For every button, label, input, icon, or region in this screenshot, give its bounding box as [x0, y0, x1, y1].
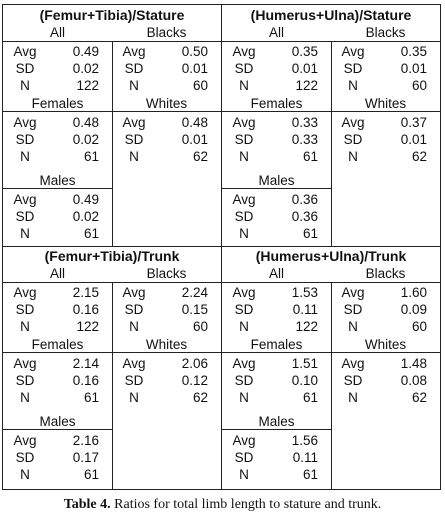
stat-label: N	[20, 78, 30, 93]
stat-value: 60	[192, 78, 208, 93]
stat-value: 0.01	[181, 132, 208, 147]
stat-label: Avg	[341, 285, 365, 300]
stat-row-avg	[3, 114, 115, 131]
stat-row-sd	[112, 60, 224, 77]
stat-label: SD	[15, 373, 35, 388]
stat-row-n	[3, 389, 115, 406]
stat-label: SD	[124, 61, 144, 76]
stat-label: N	[239, 390, 249, 405]
stat-value: 122	[76, 319, 99, 334]
stat-label: Avg	[341, 44, 365, 59]
stat-row-sd	[222, 372, 334, 389]
group-label: Whites	[364, 96, 407, 111]
stat-value: 61	[302, 226, 318, 241]
ratio-table	[2, 4, 441, 490]
stat-label: SD	[124, 302, 144, 317]
stat-block	[331, 114, 443, 165]
stat-row-n	[222, 225, 334, 242]
stat-row-n	[222, 318, 334, 335]
stat-value: 2.15	[72, 285, 99, 300]
stat-value: 0.01	[181, 61, 208, 76]
stat-label: N	[129, 390, 139, 405]
stat-label: SD	[343, 373, 363, 388]
stat-row-sd	[3, 372, 115, 389]
stat-block	[112, 284, 224, 335]
stat-label: Avg	[13, 44, 37, 59]
stat-row-avg	[331, 43, 443, 60]
stat-label: SD	[234, 209, 254, 224]
group-label: All	[268, 25, 284, 40]
panel-title: (Humerus+Ulna)/Stature	[250, 7, 412, 23]
stat-row-sd	[112, 301, 224, 318]
stat-value: 61	[302, 149, 318, 164]
stat-label: N	[348, 390, 358, 405]
stat-value: 2.06	[181, 356, 208, 371]
stat-row-n	[222, 77, 334, 94]
stat-label: Avg	[232, 115, 256, 130]
stat-row-sd	[3, 131, 115, 148]
stat-row-sd	[3, 208, 115, 225]
stat-block	[331, 43, 443, 94]
stat-label: N	[239, 78, 249, 93]
stat-label: Avg	[13, 433, 37, 448]
stat-value: 122	[76, 78, 99, 93]
stat-label: SD	[15, 450, 35, 465]
stat-row-sd	[222, 60, 334, 77]
stat-label: Avg	[122, 356, 146, 371]
group-label: Males	[258, 173, 295, 188]
stat-row-sd	[3, 449, 115, 466]
stat-value: 60	[192, 319, 208, 334]
stat-block	[3, 43, 115, 94]
group-label: All	[49, 266, 65, 281]
group-label: All	[49, 25, 65, 40]
stat-row-avg	[222, 432, 334, 449]
stat-row-avg	[3, 43, 115, 60]
stat-label: Avg	[13, 285, 37, 300]
group-label: Whites	[364, 337, 407, 352]
stat-value: 0.02	[72, 209, 99, 224]
stat-row-sd	[331, 372, 443, 389]
stat-label: Avg	[13, 356, 37, 371]
group-label: Males	[39, 173, 76, 188]
stat-row-avg	[3, 432, 115, 449]
stat-value: 0.17	[72, 450, 99, 465]
stat-value: 62	[192, 390, 208, 405]
stat-block	[112, 355, 224, 406]
group-label: Females	[31, 337, 84, 352]
group-label: Males	[39, 414, 76, 429]
stat-label: SD	[15, 209, 35, 224]
group-label: Females	[250, 337, 303, 352]
stat-label: Avg	[232, 433, 256, 448]
stat-label: N	[129, 78, 139, 93]
stat-label: Avg	[122, 44, 146, 59]
stat-value: 0.36	[291, 192, 318, 207]
stat-value: 122	[295, 319, 318, 334]
stat-row-n	[112, 148, 224, 165]
stat-row-n	[222, 466, 334, 483]
stat-block	[3, 355, 115, 406]
stat-row-avg	[112, 355, 224, 372]
stat-row-avg	[112, 114, 224, 131]
stat-value: 1.60	[400, 285, 427, 300]
stat-block	[222, 284, 334, 335]
stat-block	[222, 43, 334, 94]
stat-label: SD	[234, 450, 254, 465]
stat-label: SD	[15, 302, 35, 317]
stat-value: 0.48	[181, 115, 208, 130]
stat-value: 2.14	[72, 356, 99, 371]
stat-row-avg	[3, 191, 115, 208]
group-label: Blacks	[365, 25, 406, 40]
stat-row-avg	[222, 43, 334, 60]
stat-block	[222, 432, 334, 483]
stat-label: N	[239, 226, 249, 241]
group-label: Females	[250, 96, 303, 111]
stat-row-avg	[3, 355, 115, 372]
stat-value: 0.50	[181, 44, 208, 59]
stat-row-sd	[222, 449, 334, 466]
stat-label: N	[129, 149, 139, 164]
stat-label: N	[20, 390, 30, 405]
stat-value: 0.16	[72, 373, 99, 388]
stat-row-n	[222, 148, 334, 165]
group-label: Blacks	[365, 266, 406, 281]
stat-value: 0.12	[181, 373, 208, 388]
stat-value: 0.35	[291, 44, 318, 59]
stat-label: N	[348, 149, 358, 164]
stat-label: Avg	[122, 115, 146, 130]
row-divider	[222, 41, 440, 42]
stat-label: N	[348, 78, 358, 93]
stat-row-avg	[3, 284, 115, 301]
stat-block	[3, 284, 115, 335]
stat-label: Avg	[341, 356, 365, 371]
stat-label: SD	[124, 132, 144, 147]
stat-label: SD	[234, 302, 254, 317]
panel-title: (Femur+Tibia)/Trunk	[44, 248, 180, 264]
stat-row-avg	[222, 114, 334, 131]
stat-row-avg	[222, 355, 334, 372]
stat-label: N	[20, 319, 30, 334]
stat-label: SD	[234, 373, 254, 388]
stat-row-n	[3, 77, 115, 94]
stat-block	[3, 114, 115, 165]
stat-block	[331, 284, 443, 335]
stat-block	[112, 43, 224, 94]
stat-value: 61	[83, 467, 99, 482]
stat-value: 1.51	[291, 356, 318, 371]
stat-value: 2.24	[181, 285, 208, 300]
stat-row-sd	[222, 131, 334, 148]
stat-value: 0.33	[291, 115, 318, 130]
table-caption	[0, 496, 445, 514]
stat-row-sd	[112, 372, 224, 389]
panel-title: (Humerus+Ulna)/Trunk	[255, 248, 407, 264]
stat-label: SD	[15, 61, 35, 76]
stat-value: 0.35	[400, 44, 427, 59]
stat-value: 0.11	[292, 302, 318, 317]
stat-value: 0.11	[292, 450, 318, 465]
stat-value: 62	[411, 390, 427, 405]
stat-value: 0.36	[291, 209, 318, 224]
stat-label: SD	[15, 132, 35, 147]
stat-row-avg	[222, 191, 334, 208]
stat-row-n	[3, 466, 115, 483]
stat-label: SD	[124, 373, 144, 388]
stat-value: 1.48	[400, 356, 427, 371]
stat-row-sd	[331, 60, 443, 77]
stat-value: 0.01	[400, 132, 427, 147]
group-label: Blacks	[146, 266, 187, 281]
stat-row-avg	[331, 355, 443, 372]
stat-row-n	[3, 148, 115, 165]
stat-value: 61	[83, 226, 99, 241]
stat-label: Avg	[13, 192, 37, 207]
group-label: Whites	[145, 337, 188, 352]
stat-value: 61	[302, 467, 318, 482]
stat-row-n	[331, 148, 443, 165]
stat-value: 0.08	[400, 373, 427, 388]
group-label: All	[268, 266, 284, 281]
stat-value: 0.09	[400, 302, 427, 317]
stat-row-n	[112, 318, 224, 335]
stat-row-n	[222, 389, 334, 406]
stat-value: 60	[411, 78, 427, 93]
stat-label: Avg	[13, 115, 37, 130]
stat-value: 61	[302, 390, 318, 405]
stat-label: N	[20, 467, 30, 482]
stat-label: SD	[343, 132, 363, 147]
stat-row-avg	[112, 43, 224, 60]
stat-block	[222, 191, 334, 242]
row-divider	[3, 41, 221, 42]
stat-value: 0.10	[291, 373, 318, 388]
stat-value: 0.02	[72, 132, 99, 147]
stat-value: 60	[411, 319, 427, 334]
stat-row-n	[112, 389, 224, 406]
stat-row-sd	[3, 60, 115, 77]
stat-value: 0.01	[291, 61, 318, 76]
stat-value: 61	[83, 149, 99, 164]
group-label: Whites	[145, 96, 188, 111]
stat-value: 2.16	[72, 433, 99, 448]
caption-text: Ratios for total limb length to stature and trunk.	[110, 497, 382, 512]
stat-block	[222, 114, 334, 165]
group-label: Blacks	[146, 25, 187, 40]
stat-block	[3, 432, 115, 483]
stat-row-n	[112, 77, 224, 94]
stat-value: 0.15	[181, 302, 208, 317]
stat-value: 62	[411, 149, 427, 164]
stat-row-avg	[112, 284, 224, 301]
stat-row-n	[331, 77, 443, 94]
stat-row-avg	[222, 284, 334, 301]
stat-value: 0.48	[72, 115, 99, 130]
stat-block	[331, 355, 443, 406]
stat-label: N	[239, 149, 249, 164]
stat-label: N	[129, 319, 139, 334]
stat-row-sd	[222, 208, 334, 225]
stat-value: 0.37	[400, 115, 427, 130]
stat-value: 0.49	[72, 192, 99, 207]
group-label: Males	[258, 414, 295, 429]
stat-label: SD	[343, 61, 363, 76]
group-label: Females	[31, 96, 84, 111]
stat-block	[112, 114, 224, 165]
stat-row-avg	[331, 114, 443, 131]
stat-label: SD	[343, 302, 363, 317]
stat-value: 1.56	[291, 433, 318, 448]
stat-value: 0.01	[400, 61, 427, 76]
stat-value: 62	[192, 149, 208, 164]
stat-row-sd	[331, 131, 443, 148]
stat-label: N	[348, 319, 358, 334]
stat-label: N	[239, 467, 249, 482]
stat-label: N	[239, 319, 249, 334]
stat-row-sd	[222, 301, 334, 318]
stat-block	[3, 191, 115, 242]
stat-label: Avg	[122, 285, 146, 300]
stat-label: N	[20, 149, 30, 164]
stat-value: 122	[295, 78, 318, 93]
stat-label: Avg	[232, 192, 256, 207]
row-divider	[3, 282, 221, 283]
row-divider	[222, 282, 440, 283]
stat-row-sd	[331, 301, 443, 318]
stat-row-sd	[112, 131, 224, 148]
stat-row-avg	[331, 284, 443, 301]
stat-label: Avg	[232, 44, 256, 59]
stat-label: Avg	[341, 115, 365, 130]
panel-title: (Femur+Tibia)/Stature	[39, 7, 185, 23]
stat-value: 0.16	[72, 302, 99, 317]
stat-row-sd	[3, 301, 115, 318]
stat-value: 0.49	[72, 44, 99, 59]
stat-row-n	[3, 318, 115, 335]
stat-label: N	[20, 226, 30, 241]
stat-label: SD	[234, 132, 254, 147]
caption-label: Table 4.	[63, 497, 111, 512]
stat-row-n	[331, 318, 443, 335]
stat-label: Avg	[232, 285, 256, 300]
stat-block	[222, 355, 334, 406]
stat-value: 0.02	[72, 61, 99, 76]
stat-label: SD	[234, 61, 254, 76]
stat-label: Avg	[232, 356, 256, 371]
stat-row-n	[331, 389, 443, 406]
stat-value: 61	[83, 390, 99, 405]
stat-value: 1.53	[291, 285, 318, 300]
stat-row-n	[3, 225, 115, 242]
stat-value: 0.33	[291, 132, 318, 147]
